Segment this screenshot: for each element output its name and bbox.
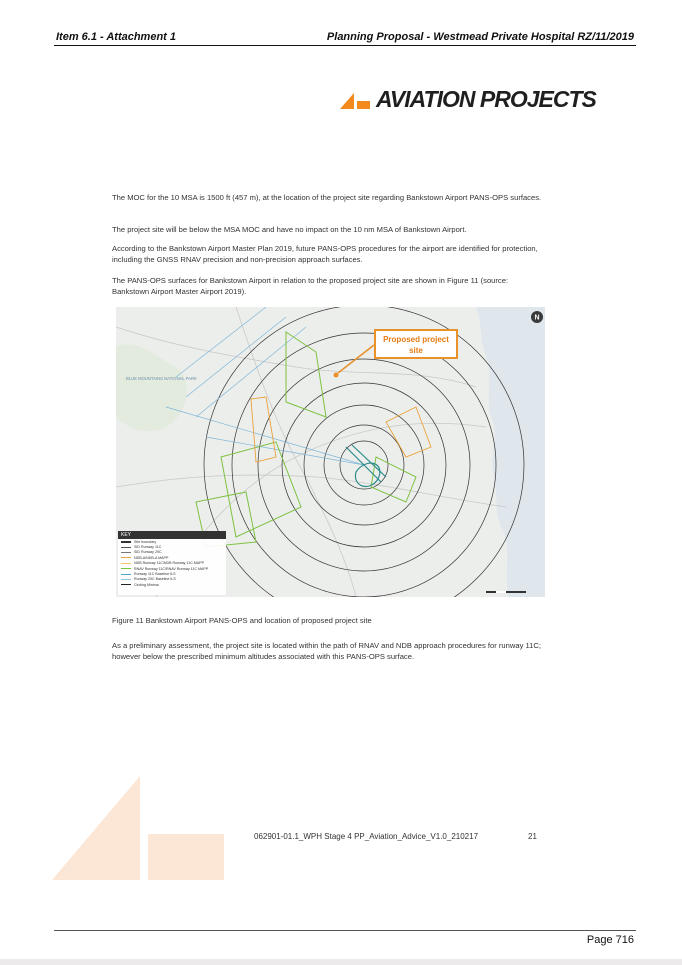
header-item-label: Item 6.1 - Attachment 1	[56, 31, 177, 43]
project-site-marker	[334, 373, 339, 378]
footer-reference: 062901-01.1_WPH Stage 4 PP_Aviation_Advice_V1.0_210217	[254, 832, 479, 841]
map-key-item: Runway 11C Baseline ILS	[118, 571, 226, 576]
map-key-item: NDB-A/NDB-A MAPP	[118, 555, 226, 560]
proposed-site-callout: Proposed project site	[374, 329, 458, 359]
park-label: BLUE MOUNTAINS NATIONAL PARK	[126, 376, 197, 381]
header-document-title: Planning Proposal - Westmead Private Hospital RZ/11/2019	[326, 31, 634, 43]
map-key-item: Circling Minima	[118, 582, 226, 587]
page-label: Page 716	[586, 934, 634, 946]
paragraph-assessment: As a preliminary assessment, the project site is located within the path of RNAV and NDB approach procedures for runway 11C; however below the prescribed minimum altitudes associated with this PANS-OPS surface.	[112, 641, 541, 661]
map-key-title: KEY	[118, 531, 226, 539]
paragraph-moc: The MOC for the 10 MSA is 1500 ft (457 m), at the location of the project site regarding Bankstown Airport PANS-OPS surfaces.	[112, 193, 542, 202]
footer-divider	[54, 930, 636, 931]
footer-page-number: 21	[528, 832, 537, 841]
map-key-item: SID Runway 29C	[118, 550, 226, 555]
map-key-item: SID Runway 11C	[118, 544, 226, 549]
paragraph-msa: The project site will be below the MSA MOC and have no impact on the 10 nm MSA of Bankstown Airport.	[112, 225, 467, 234]
paragraph-master-plan: According to the Bankstown Airport Master Plan 2019, future PANS-OPS procedures for the airport are identified for protection, including the GNSS RNAV precision and non-precision approach surfaces.	[112, 244, 538, 264]
map-key-item: NDB Runway 11C/NDB Runway 11C MAPP	[118, 561, 226, 566]
map-key-item: Runway 29C Baseline ILS	[118, 577, 226, 582]
company-logo	[340, 86, 596, 113]
map-key-item: RNAV Runway 11C/RNAV Runway 11C MAPP	[118, 566, 226, 571]
map-key	[118, 531, 226, 595]
bottom-strip	[0, 959, 682, 965]
paragraph-pans-ops: The PANS-OPS surfaces for Bankstown Airport in relation to the proposed project site are shown in Figure 11 (source: Bankstown Airport Master Airport 2019).	[112, 276, 509, 296]
pans-ops-map-figure	[116, 307, 545, 597]
logo-text: AVIATION PROJECTS	[376, 86, 596, 112]
scale-bar	[486, 591, 526, 593]
north-label: N	[534, 314, 540, 322]
aviation-projects-logo-icon	[340, 91, 370, 109]
map-key-item: Site boundary	[118, 539, 226, 544]
watermark-logo-icon	[52, 772, 232, 882]
header-divider	[54, 45, 636, 46]
figure-caption: Figure 11 Bankstown Airport PANS-OPS and location of proposed project site	[112, 616, 372, 625]
